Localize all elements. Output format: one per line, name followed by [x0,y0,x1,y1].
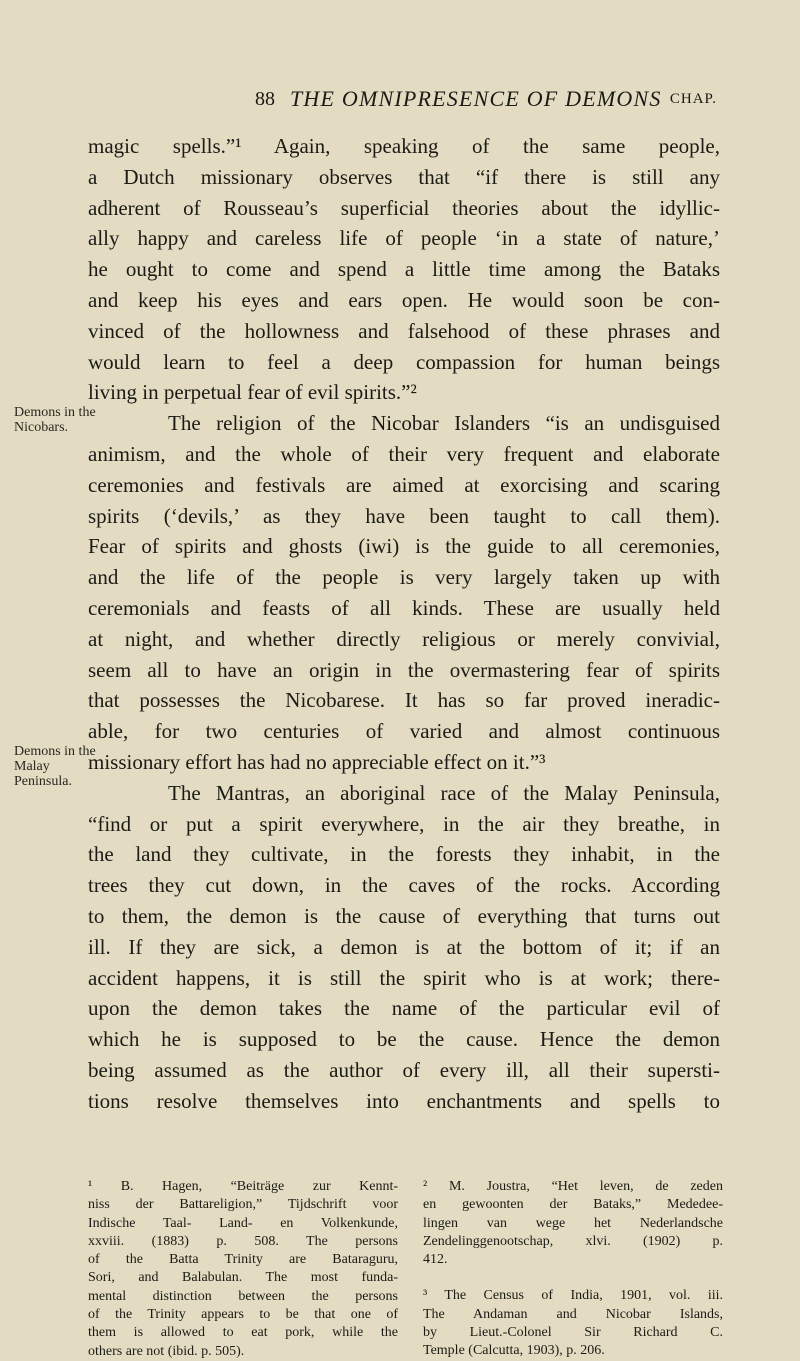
body-line: the land they cultivate, in the forests they inhabit, in the [88,842,720,867]
body-line: able, for two centuries of varied and almost continuous [88,719,720,744]
body-line: The religion of the Nicobar Islanders “is an undisguised [168,411,720,436]
body-line: and keep his eyes and ears open. He would soon be con- [88,287,720,312]
body-line: being assumed as the author of every ill, all their supersti- [88,1057,720,1082]
body-line: adherent of Rousseau’s superficial theories about the idyllic- [88,195,720,220]
footnote-line: of the Batta Trinity are Bataraguru, [88,1252,398,1268]
footnote-line: niss der Battareligion,” Tijdschrift voor [88,1197,398,1213]
body-line: ceremonies and festivals are aimed at exorcising and scaring [88,472,720,497]
footnote-line: The Andaman and Nicobar Islands, [423,1306,723,1322]
margin-note-nicobars: Demons in the Nicobars. [14,405,96,435]
body-line: which he is supposed to be the cause. Hence the demon [88,1027,720,1052]
body-line: would learn to feel a deep compassion for human beings [88,349,720,374]
running-header [255,88,755,118]
running-title: THE OMNIPRESENCE OF DEMONS [290,86,662,111]
body-line: a Dutch missionary observes that “if there is still any [88,164,720,189]
body-line: ill. If they are sick, a demon is at the bottom of it; if an [88,934,720,959]
body-line: ceremonials and feasts of all kinds. These are usually held [88,595,720,620]
body-line: animism, and the whole of their very frequent and elaborate [88,441,720,466]
body-line: he ought to come and spend a little time among the Bataks [88,257,720,282]
footnote-line: en gewoonten der Bataks,” Mededee- [423,1197,723,1213]
footnote-line: of the Trinity appears to be that one of [88,1307,398,1323]
chapter-label: CHAP. [669,91,717,107]
body-line: Fear of spirits and ghosts (iwi) is the guide to all ceremonies, [88,534,720,559]
footnote-line: others are not (ibid. p. 505). [88,1343,245,1359]
footnote-line: lingen van wege het Nederlandsche [423,1215,723,1231]
footnote-line: Sori, and Balabulan. The most funda- [88,1270,398,1286]
body-line: at night, and whether directly religious or merely convivial, [88,626,720,651]
body-line: vinced of the hollowness and falsehood of these phrases and [88,318,720,343]
body-line: trees they cut down, in the caves of the rocks. According [88,873,720,898]
body-line: seem all to have an origin in the overmastering fear of spirits [88,657,720,682]
footnote-line: ³ The Census of India, 1901, vol. iii. [423,1288,723,1304]
body-line: ally happy and careless life of people ‘in a state of nature,’ [88,226,720,251]
body-line: upon the demon takes the name of the particular evil of [88,996,720,1021]
footnote-line: xxviii. (1883) p. 508. The persons [88,1233,398,1249]
body-line: tions resolve themselves into enchantments and spells to [88,1088,720,1113]
body-line: spirits (‘devils,’ as they have been taught to call them). [88,503,720,528]
footnotes-right [423,1178,723,1361]
footnote-line: Indische Taal- Land- en Volkenkunde, [88,1215,398,1231]
body-line: living in perpetual fear of evil spirits.”² [88,380,417,405]
page-number: 88 [255,88,275,110]
body-line: accident happens, it is still the spirit who is at work; there- [88,965,720,990]
margin-note-malay: Demons in the Malay Peninsula. [14,744,96,789]
body-line: to them, the demon is the cause of everything that turns out [88,903,720,928]
body-line: The Mantras, an aboriginal race of the Malay Peninsula, [168,780,720,805]
footnote-line: Zendelinggenootschap, xlvi. (1902) p. [423,1233,723,1249]
footnote-line: Temple (Calcutta, 1903), p. 206. [423,1343,605,1359]
body-line: “find or put a spirit everywhere, in the air they breathe, in [88,811,720,836]
body-line: magic spells.”¹ Again, speaking of the same people, [88,134,720,158]
footnotes-left [88,1178,398,1361]
footnote-line: mental distinction between the persons [88,1288,398,1304]
body-line: missionary effort has had no appreciable effect on it.”³ [88,749,546,774]
body-line: and the life of the people is very largely taken up with [88,565,720,590]
footnote-line: ² M. Joustra, “Het leven, de zeden [423,1179,723,1194]
footnote-line: by Lieut.-Colonel Sir Richard C. [423,1325,723,1341]
footnote-line: ¹ B. Hagen, “Beiträge zur Kennt- [88,1179,398,1194]
body-text [88,131,720,1117]
footnote-line: 412. [423,1252,448,1268]
footnote-line: them is allowed to eat pork, while the [88,1325,398,1341]
body-line: that possesses the Nicobarese. It has so far proved ineradic- [88,688,720,713]
